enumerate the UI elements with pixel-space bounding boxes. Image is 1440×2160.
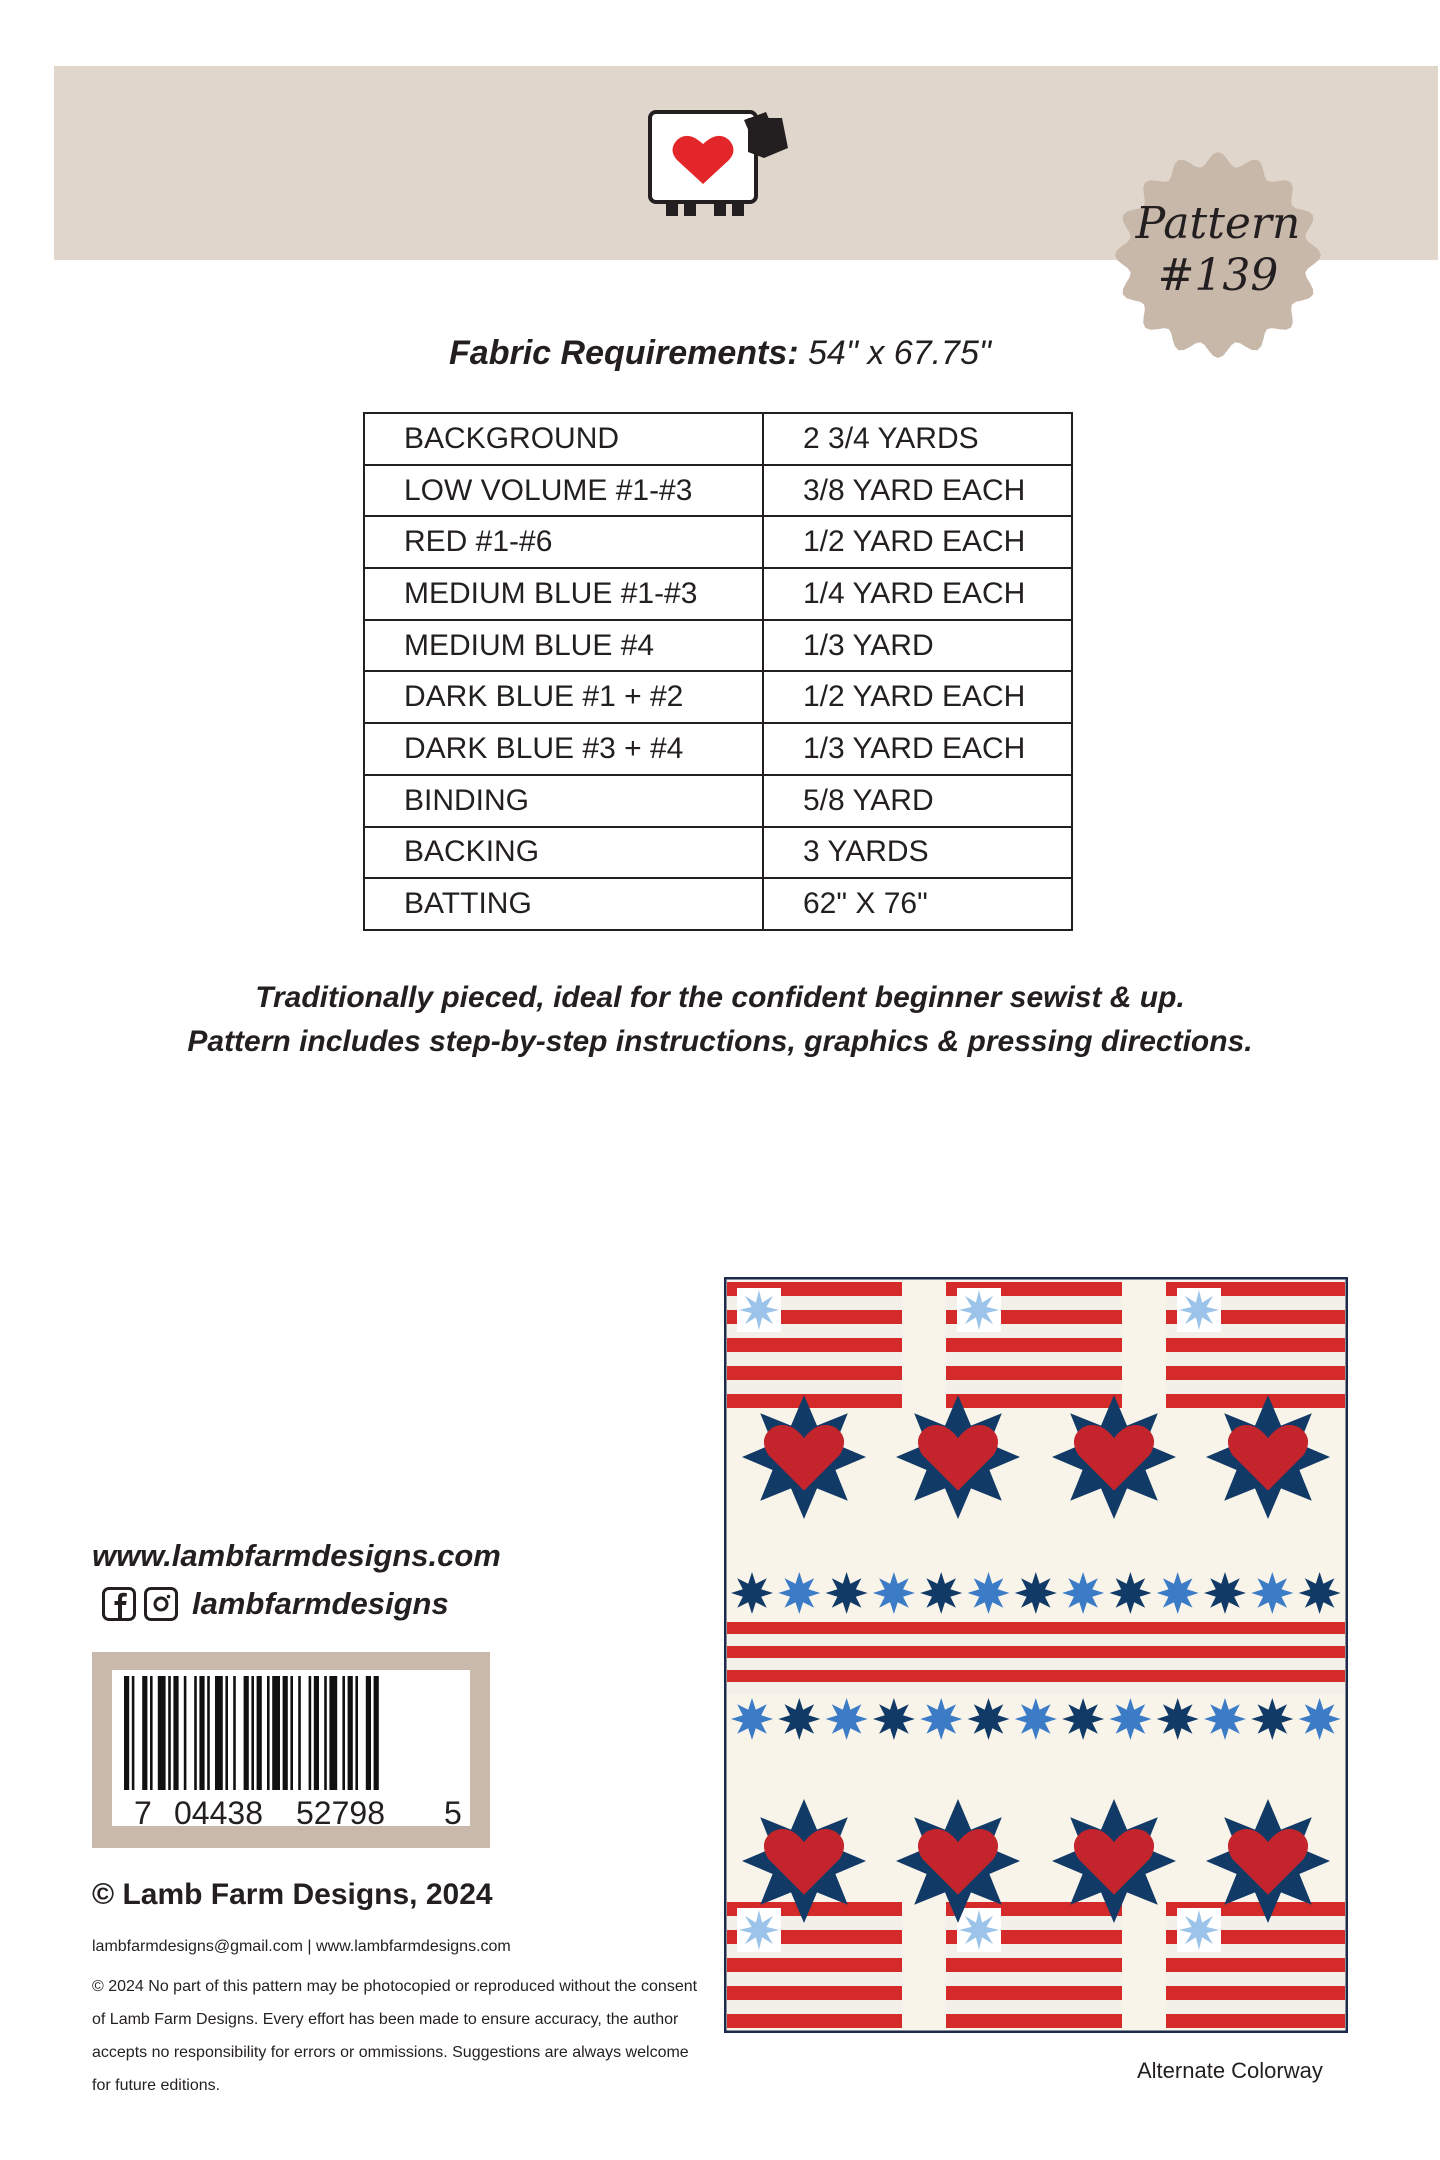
barcode-bar [194, 1676, 197, 1790]
barcode-digits [112, 1792, 470, 1832]
pattern-badge-text [1113, 198, 1323, 302]
fabric-row [364, 878, 1072, 930]
light-blue-star [739, 1910, 779, 1950]
small-star [826, 1698, 868, 1740]
stripe [727, 2000, 1345, 2014]
sheep-logo [648, 110, 790, 218]
fabric-amount: 1/3 YARD [763, 620, 1072, 672]
fabric-row [364, 827, 1072, 879]
barcode-bar [267, 1676, 270, 1790]
barcode-bar [366, 1676, 371, 1790]
barcode-bar [251, 1676, 254, 1790]
sashing [1122, 1282, 1166, 1408]
stripe [727, 1338, 1345, 1352]
fabric-amount: 1/4 YARD EACH [763, 568, 1072, 620]
stripe [727, 1324, 1345, 1338]
barcode-bar [215, 1676, 223, 1790]
fabric-name: RED #1-#6 [364, 516, 763, 568]
barcode-bar [158, 1676, 166, 1790]
stripe [727, 1394, 1345, 1408]
fabric-amount: 1/3 YARD EACH [763, 723, 1072, 775]
barcode-bar [374, 1676, 379, 1790]
fabric-requirements-heading [0, 334, 1440, 373]
stripe [727, 1366, 1345, 1380]
small-star [1251, 1698, 1293, 1740]
pattern-label: Pattern [1135, 198, 1301, 249]
upc-barcode [112, 1670, 470, 1831]
barcode-bar [283, 1676, 288, 1790]
facebook-icon[interactable] [102, 1587, 136, 1621]
stripe [727, 1310, 1345, 1324]
small-star [873, 1572, 915, 1614]
small-star [1157, 1698, 1199, 1740]
small-star [778, 1572, 820, 1614]
barcode-bar [329, 1676, 337, 1790]
stripe [727, 1380, 1345, 1394]
small-star [968, 1572, 1010, 1614]
small-star [1109, 1572, 1151, 1614]
small-star [778, 1698, 820, 1740]
description-line-2: Pattern includes step-by-step instructions, graphics & pressing directions. [187, 1025, 1253, 1058]
description-line-1: Traditionally pieced, ideal for the confident beginner sewist & up. [255, 981, 1185, 1014]
stripe [727, 1930, 1345, 1944]
pattern-description [0, 976, 1440, 1064]
quilt-illustration [724, 1277, 1348, 2033]
fabric-amount: 1/2 YARD EACH [763, 516, 1072, 568]
barcode-bar [173, 1676, 178, 1790]
stripe [727, 1282, 1345, 1296]
light-blue-star [1179, 1910, 1219, 1950]
social-row [102, 1584, 449, 1624]
social-handle: lambfarmdesigns [192, 1586, 449, 1621]
fabric-row [364, 568, 1072, 620]
small-star [1251, 1572, 1293, 1614]
barcode-bar [272, 1676, 280, 1790]
small-star [1299, 1698, 1341, 1740]
copyright-heading: © Lamb Farm Designs, 2024 [92, 1878, 493, 1911]
stripe [727, 1902, 1345, 1916]
fabric-row [364, 620, 1072, 672]
barcode-bar [342, 1676, 345, 1790]
stripe [727, 1944, 1345, 1958]
stripe [727, 1986, 1345, 2000]
barcode-bar [168, 1676, 171, 1790]
light-blue-star [739, 1290, 779, 1330]
stripe [727, 1958, 1345, 1972]
barcode-bar [184, 1676, 187, 1790]
fabric-heading-label: Fabric Requirements: [449, 334, 799, 372]
fabric-row [364, 775, 1072, 827]
barcode-bar [124, 1676, 129, 1790]
fabric-amount: 2 3/4 YARDS [763, 413, 1072, 465]
center-stripe [727, 1622, 1345, 1634]
website-link[interactable]: www.lambfarmdesigns.com [92, 1538, 501, 1573]
stripe [727, 1916, 1345, 1930]
center-stripe [727, 1634, 1345, 1646]
contact-line[interactable]: lambfarmdesigns@gmail.com | www.lambfarmdesigns.com [92, 1938, 511, 1955]
barcode-bar [298, 1676, 301, 1790]
barcode-digit-check: 5 [444, 1795, 462, 1831]
barcode-bar [207, 1676, 210, 1790]
barcode-bar [290, 1676, 293, 1790]
small-star [1204, 1698, 1246, 1740]
small-star [1015, 1572, 1057, 1614]
sashing [902, 1902, 946, 2028]
barcode-bar [324, 1676, 327, 1790]
fabric-name: BACKING [364, 827, 763, 879]
light-blue-star [959, 1910, 999, 1950]
center-stripe [727, 1658, 1345, 1670]
finished-size: 54" x 67.75" [798, 334, 991, 372]
fabric-name: LOW VOLUME #1-#3 [364, 465, 763, 517]
barcode-bar [355, 1676, 358, 1790]
fabric-name: MEDIUM BLUE #4 [364, 620, 763, 672]
fabric-row [364, 723, 1072, 775]
center-stripe [727, 1646, 1345, 1658]
small-star [1015, 1698, 1057, 1740]
small-star [968, 1698, 1010, 1740]
fabric-row [364, 465, 1072, 517]
barcode-bar [142, 1676, 147, 1790]
small-star [920, 1698, 962, 1740]
fabric-name: BINDING [364, 775, 763, 827]
barcode-digits-right: 52798 [296, 1795, 385, 1831]
small-star [873, 1698, 915, 1740]
fabric-name: DARK BLUE #1 + #2 [364, 671, 763, 723]
barcode-bar [257, 1676, 262, 1790]
barcode-frame [92, 1652, 490, 1848]
barcode-bar [244, 1676, 249, 1790]
stripe [727, 1972, 1345, 1986]
small-star [826, 1572, 868, 1614]
fabric-amount: 1/2 YARD EACH [763, 671, 1072, 723]
stripe [727, 2014, 1345, 2028]
sashing [902, 1282, 946, 1408]
barcode-bar [348, 1676, 353, 1790]
fabric-amount: 3/8 YARD EACH [763, 465, 1072, 517]
stripe [727, 1352, 1345, 1366]
fabric-name: BACKGROUND [364, 413, 763, 465]
quilt-caption: Alternate Colorway [1137, 2058, 1323, 2083]
fabric-row [364, 671, 1072, 723]
small-star [731, 1572, 773, 1614]
fabric-name: BATTING [364, 878, 763, 930]
small-star [731, 1698, 773, 1740]
fabric-requirements-table [363, 412, 1073, 931]
fabric-row [364, 413, 1072, 465]
fabric-name: MEDIUM BLUE #1-#3 [364, 568, 763, 620]
small-star [1299, 1572, 1341, 1614]
barcode-bars [112, 1670, 470, 1798]
small-star [1062, 1572, 1104, 1614]
pattern-number: #139 [1157, 250, 1279, 301]
barcode-bar [233, 1676, 236, 1790]
fabric-name: DARK BLUE #3 + #4 [364, 723, 763, 775]
fabric-amount: 62" X 76" [763, 878, 1072, 930]
small-star [920, 1572, 962, 1614]
stripe [727, 1296, 1345, 1310]
fabric-row [364, 516, 1072, 568]
barcode-bar [132, 1676, 135, 1790]
instagram-icon[interactable] [144, 1587, 178, 1621]
fabric-amount: 5/8 YARD [763, 775, 1072, 827]
light-blue-star [1179, 1290, 1219, 1330]
barcode-digit-system: 7 [134, 1795, 152, 1831]
barcode-bar [309, 1676, 312, 1790]
barcode-digits-left: 04438 [174, 1795, 263, 1831]
small-star [1062, 1698, 1104, 1740]
barcode-bar [199, 1676, 204, 1790]
legal-notice: © 2024 No part of this pattern may be photocopied or reproduced without the consent of Lamb Farm Designs. Every effort has been made to ensure accuracy, the author accepts no responsibility for errors or ommissions. Suggestions are always welcome for future editions. [92, 1978, 698, 2094]
center-stripe [727, 1670, 1345, 1682]
fabric-amount: 3 YARDS [763, 827, 1072, 879]
barcode-bar [225, 1676, 228, 1790]
sashing [1122, 1902, 1166, 2028]
small-star [1109, 1698, 1151, 1740]
barcode-bar [150, 1676, 153, 1790]
small-star [1157, 1572, 1199, 1614]
light-blue-star [959, 1290, 999, 1330]
center-stripe [727, 1682, 1345, 1694]
barcode-bar [314, 1676, 319, 1790]
small-star [1204, 1572, 1246, 1614]
